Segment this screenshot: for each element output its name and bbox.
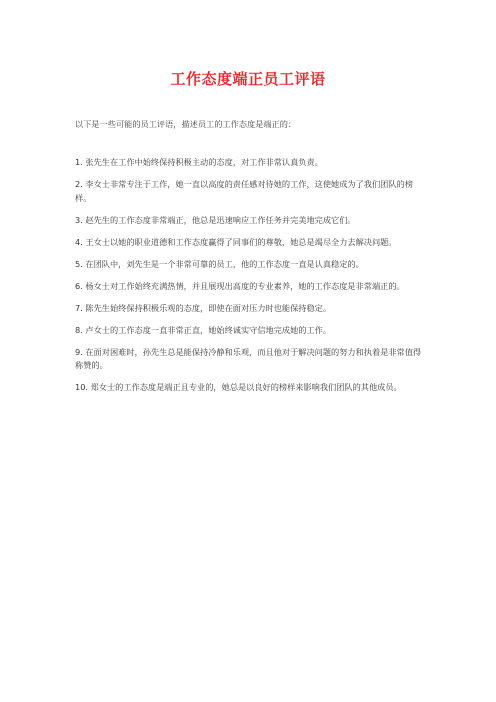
- list-item: 1. 张先生在工作中始终保持积极主动的态度，对工作非常认真负责。: [75, 157, 323, 167]
- list-item: 3. 赵先生的工作态度非常端正，他总是迅速响应工作任务并完美地完成它们。: [75, 214, 356, 225]
- list-item: 10. 郑女士的工作态度是端正且专业的，她总是以良好的榜样来影响我们团队的其他成员。: [75, 382, 402, 392]
- list-item: 6. 杨女士对工作始终充满热情，并且展现出高度的专业素养，她的工作态度是非常端正的。: [75, 280, 405, 291]
- evaluation-list: [75, 156, 427, 403]
- intro-paragraph: 以下是一些可能的员工评语，描述员工的工作态度是端正的：: [75, 119, 297, 129]
- list-item: 5. 在团队中，刘先生是一个非常可靠的员工，他的工作态度一直是认真稳定的。: [75, 258, 364, 269]
- list-item: 2. 李女士非常专注于工作，她一直以高度的责任感对待她的工作，这使她成为了我们团队的榜样。: [75, 179, 413, 203]
- list-item: 7. 陈先生始终保持积极乐观的态度，即使在面对压力时也能保持稳定。: [75, 302, 332, 313]
- page-title: 工作态度端正员工评语: [170, 70, 326, 88]
- list-item: 4. 王女士以她的职业道德和工作态度赢得了同事们的尊敬，她总是竭尽全力去解决问题。: [75, 236, 397, 247]
- list-item: 8. 卢女士的工作态度一直非常正直，她始终诚实守信地完成她的工作。: [75, 324, 332, 335]
- list-item: 9. 在面对困难时，孙先生总是能保持冷静和乐观，而且他对于解决问题的努力和执着是非常值得称赞的。: [75, 346, 422, 370]
